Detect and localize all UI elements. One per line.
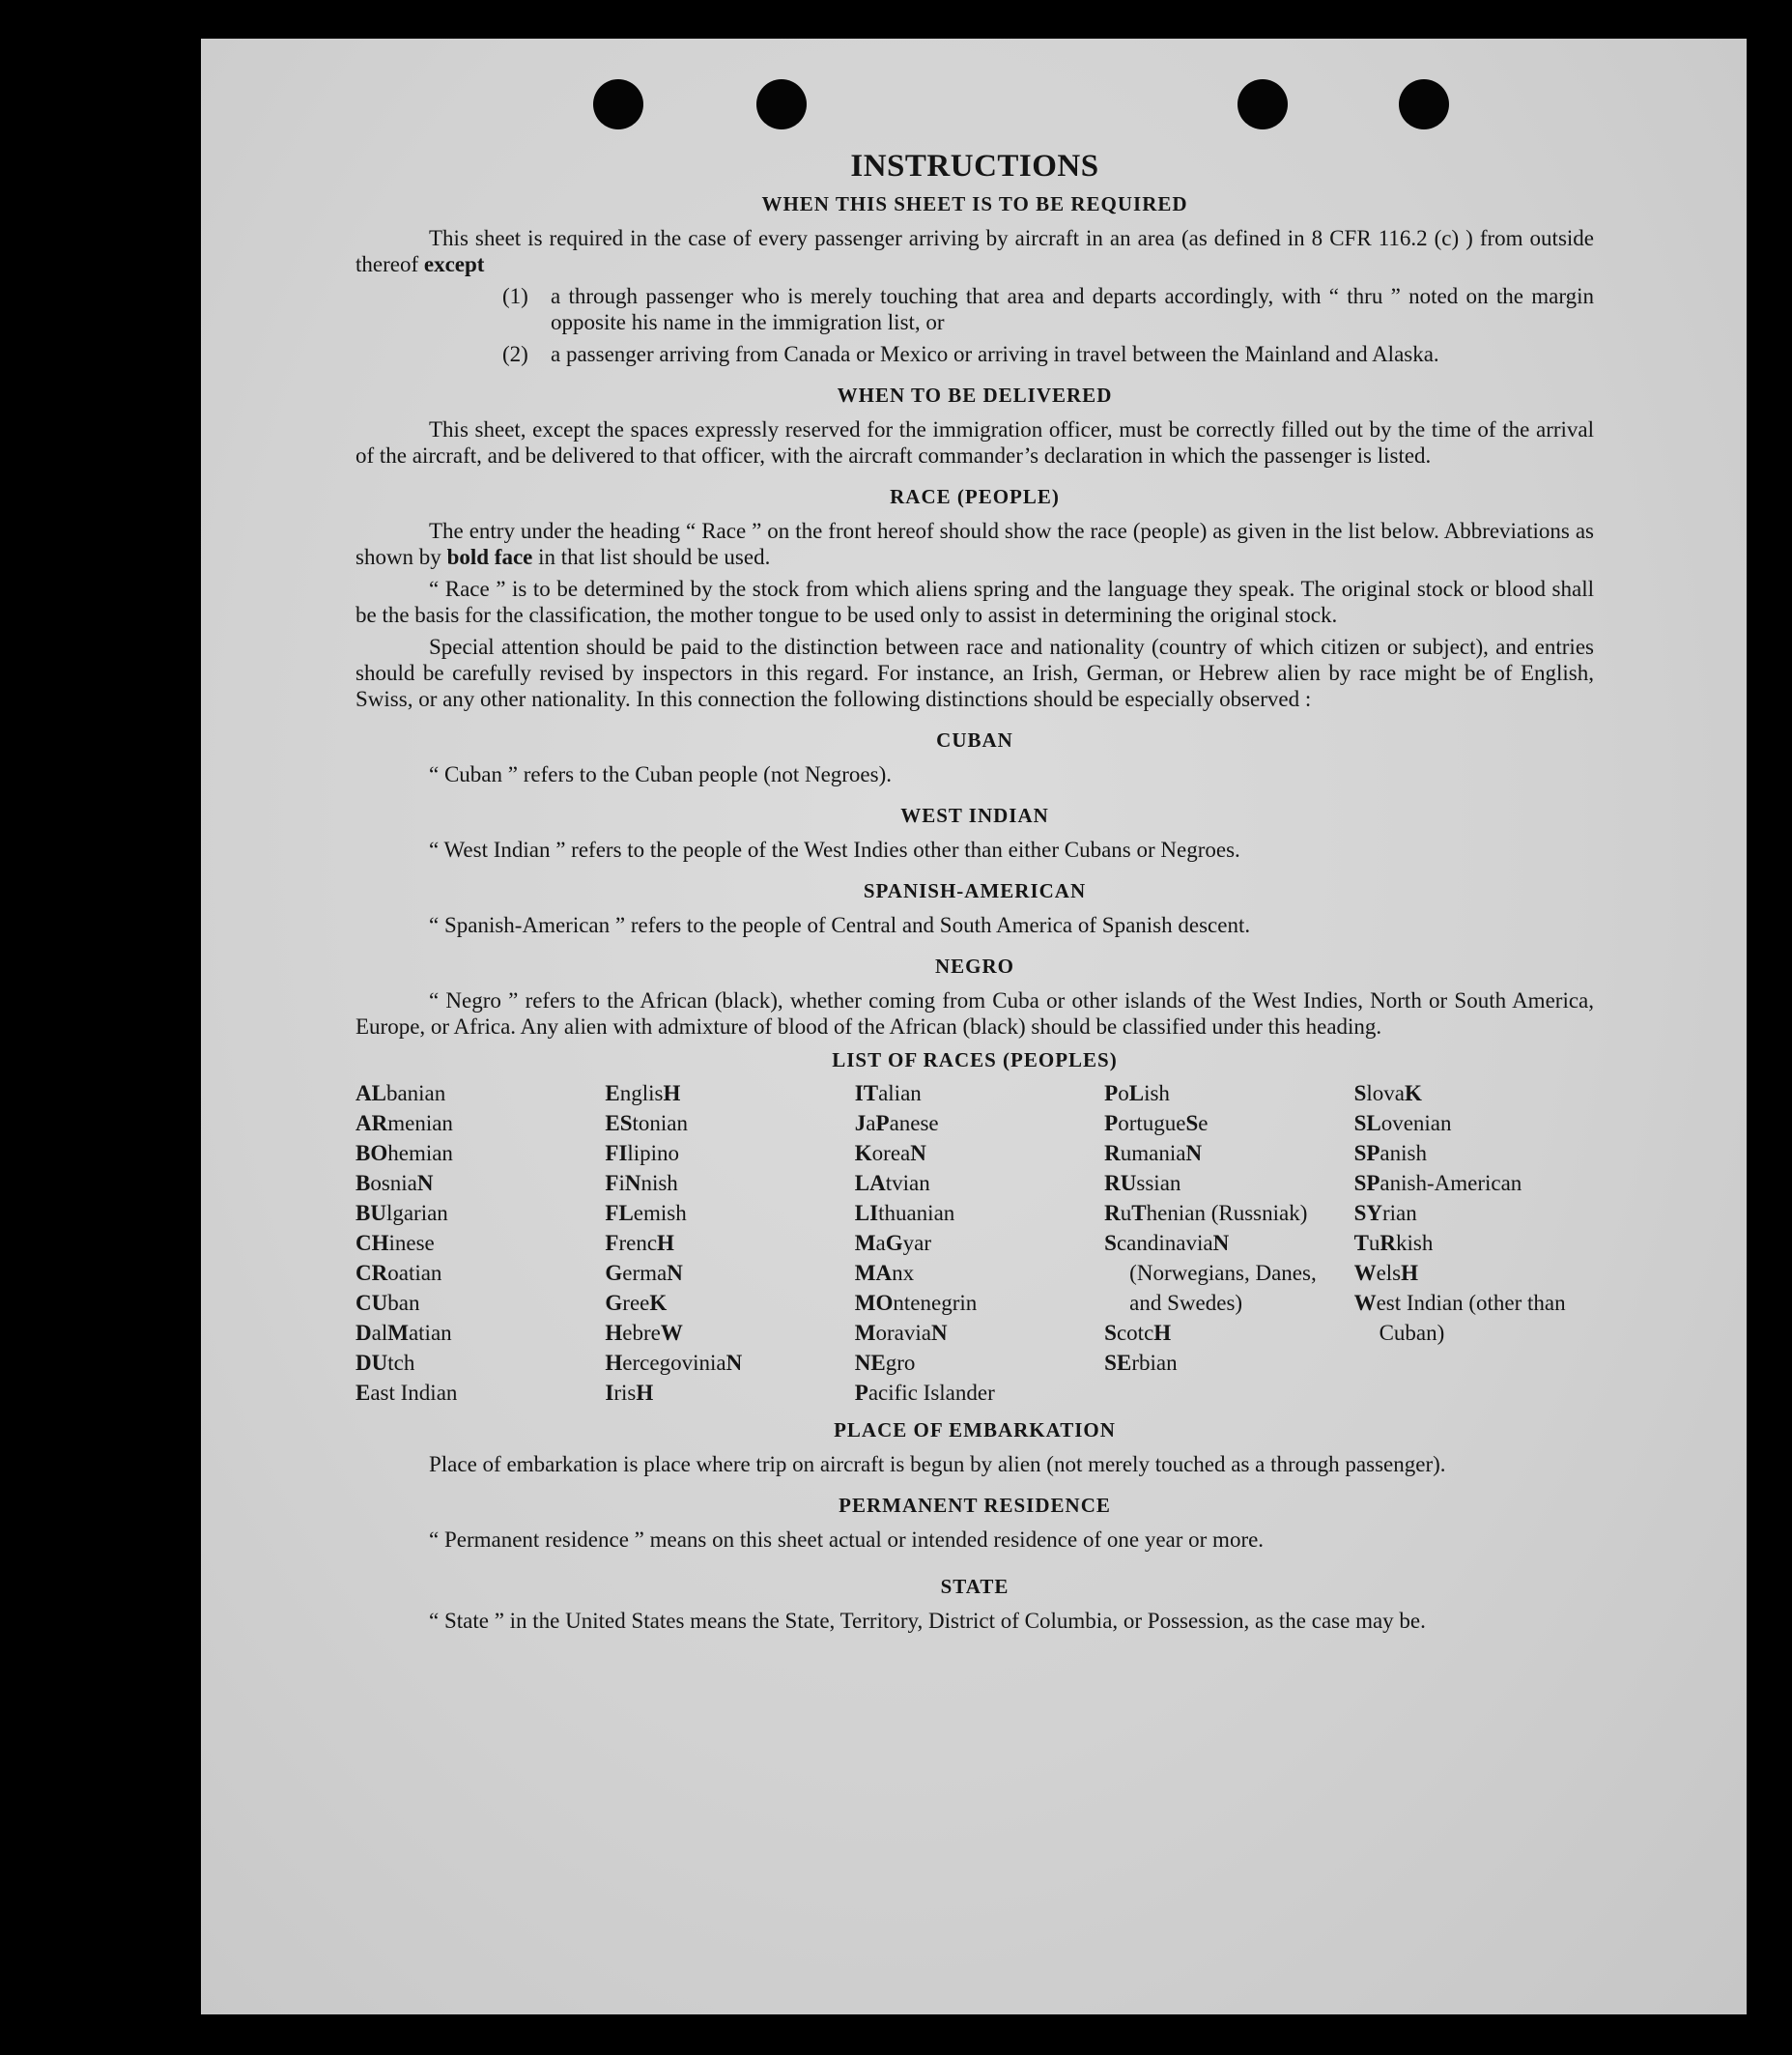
race-abbreviation: RU: [1104, 1171, 1137, 1195]
race-abbreviation: R: [1380, 1231, 1397, 1255]
race-text: anish: [1380, 1141, 1427, 1165]
race-entry: [1104, 1318, 1353, 1348]
race-text: hemian: [387, 1141, 453, 1165]
race-text: rbian: [1131, 1351, 1178, 1375]
race-text: thuanian: [878, 1201, 955, 1225]
race-text: els: [1376, 1261, 1402, 1285]
race-text: nglis: [619, 1081, 664, 1105]
race-abbreviation: G: [605, 1261, 623, 1285]
race-abbreviation: SP: [1353, 1141, 1380, 1165]
race-abbreviation: S: [1104, 1321, 1117, 1345]
race-text: oatian: [387, 1261, 442, 1285]
race-abbreviation: R: [1104, 1201, 1121, 1225]
required-paragraph: [356, 225, 1594, 277]
race-abbreviation: K: [1404, 1081, 1422, 1105]
race-abbreviation: E: [356, 1381, 371, 1405]
race-entry: [356, 1288, 605, 1318]
races-row: [356, 1078, 1604, 1408]
section-heading-spanish-american: SPANISH-AMERICAN: [863, 879, 1087, 902]
race-text: lipino: [627, 1141, 680, 1165]
race-paragraph-3: Special attention should be paid to the distinction between race and nationality (country of which citizen or subject), and entries should be carefully revised by inspectors in this regard. For instance, an Irish, German, or Hebrew alien by race might be of English, Swiss, or any other nationality. In this connection the following distinctions should be especially observed :: [356, 635, 1594, 711]
race-abbreviation: H: [605, 1351, 623, 1375]
race-abbreviation: T: [1353, 1231, 1369, 1255]
race-text: nx: [892, 1261, 915, 1285]
negro-paragraph: “ Negro ” refers to the African (black), whether coming from Cuba or other islands of the West Indies, North or South America, Europe, or Africa. Any alien with admixture of blood of the African (black) should be classified under this heading.: [356, 988, 1594, 1039]
list-item-number: (2): [502, 342, 528, 366]
race-text: lgarian: [385, 1201, 448, 1225]
race-text: ntenegrin: [893, 1291, 978, 1315]
race-entry: [1104, 1078, 1353, 1108]
race-text: oravia: [875, 1321, 931, 1345]
race-entry: [356, 1318, 605, 1348]
race-text: emish: [633, 1201, 687, 1225]
race-abbreviation: ES: [605, 1111, 633, 1135]
race-entry: [356, 1198, 605, 1228]
race-text: ree: [622, 1291, 650, 1315]
race-text: anish-American: [1380, 1171, 1522, 1195]
race-text: alian: [878, 1081, 922, 1105]
race-abbreviation: M: [854, 1231, 876, 1255]
section-heading-residence: PERMANENT RESIDENCE: [839, 1494, 1111, 1517]
race-entry: [1354, 1078, 1604, 1108]
race-p1-text: The entry under the heading “ Race ” on the front hereof should show the race (people) as given in the list below. Abbreviations as shown by: [356, 519, 1594, 569]
race-entry: [356, 1138, 605, 1168]
race-abbreviation: H: [663, 1081, 681, 1105]
race-text: ortugue: [1118, 1111, 1186, 1135]
punch-hole: [1399, 79, 1449, 129]
race-p1-after: in that list should be used.: [538, 545, 771, 569]
race-entry: [605, 1378, 854, 1408]
race-text: kish: [1396, 1231, 1434, 1255]
race-text: ssian: [1136, 1171, 1181, 1195]
race-abbreviation: W: [660, 1321, 683, 1345]
document-title: INSTRUCTIONS: [850, 149, 1099, 184]
race-text: o: [1118, 1081, 1129, 1105]
embarkation-paragraph: Place of embarkation is place where trip on aircraft is begun by alien (not merely touched as a through passenger).: [429, 1452, 1446, 1476]
race-abbreviation: BU: [356, 1201, 386, 1225]
race-abbreviation: K: [649, 1291, 668, 1315]
race-text: nish: [640, 1171, 678, 1195]
race-text: ercegovinia: [622, 1351, 726, 1375]
punch-hole: [1237, 79, 1288, 129]
race-abbreviation: K: [854, 1141, 872, 1165]
race-text: umania: [1120, 1141, 1186, 1165]
race-abbreviation: SE: [1104, 1351, 1132, 1375]
race-text: ovenian: [1380, 1111, 1452, 1135]
race-abbreviation: P: [854, 1381, 868, 1405]
race-text: cotc: [1116, 1321, 1154, 1345]
section-heading-embarkation: PLACE OF EMBARKATION: [834, 1418, 1116, 1441]
race-text: (Norwegians, Danes, and Swedes): [1129, 1261, 1317, 1315]
race-entry: [605, 1288, 854, 1318]
race-abbreviation: W: [1353, 1291, 1377, 1315]
race-abbreviation: J: [854, 1111, 867, 1135]
race-abbreviation: S: [1353, 1081, 1367, 1105]
race-abbreviation: CU: [356, 1291, 388, 1315]
race-abbreviation: N: [624, 1171, 641, 1195]
list-item-number: (1): [502, 284, 528, 308]
races-table: [356, 1078, 1604, 1408]
race-abbreviation: N: [725, 1351, 743, 1375]
document-sheet: [201, 39, 1747, 2014]
race-text: erma: [622, 1261, 668, 1285]
race-entry: [605, 1168, 854, 1198]
race-abbreviation: G: [605, 1291, 623, 1315]
punch-hole: [593, 79, 643, 129]
race-abbreviation: N: [1185, 1141, 1203, 1165]
race-entry: [356, 1228, 605, 1258]
race-abbreviation: DU: [356, 1351, 388, 1375]
race-entry: [605, 1138, 854, 1168]
race-text: e: [1198, 1111, 1209, 1135]
race-abbreviation: SY: [1353, 1201, 1382, 1225]
race-abbreviation: BO: [356, 1141, 388, 1165]
race-entry: [855, 1348, 1104, 1378]
race-abbreviation: N: [667, 1261, 683, 1285]
race-abbreviation: E: [605, 1081, 620, 1105]
race-abbreviation: F: [605, 1171, 619, 1195]
punch-hole: [756, 79, 807, 129]
section-heading-negro: NEGRO: [934, 955, 1014, 978]
race-abbreviation: W: [1353, 1261, 1377, 1285]
race-abbreviation: SP: [1353, 1171, 1380, 1195]
race-text: acific Islander: [868, 1381, 995, 1405]
race-entry: [855, 1168, 1104, 1198]
race-abbreviation: D: [356, 1321, 372, 1345]
race-entry: [855, 1228, 1104, 1258]
section-heading-race: RACE (PEOPLE): [890, 485, 1060, 508]
spanish-american-paragraph: “ Spanish-American ” refers to the people of Central and South America of Spanish descent.: [429, 913, 1251, 937]
race-abbreviation: H: [657, 1231, 674, 1255]
race-entry: [356, 1258, 605, 1288]
race-abbreviation: LI: [854, 1201, 879, 1225]
race-entry: [605, 1258, 854, 1288]
race-entry: [855, 1258, 1104, 1288]
race-paragraph-2: “ Race ” is to be determined by the stock from which aliens spring and the language they speak. The original stock or blood shall be the basis for the classification, the mother tongue to be used only to assist in determining the original stock.: [356, 577, 1594, 627]
race-abbreviation: B: [356, 1171, 371, 1195]
delivered-paragraph: This sheet, except the spaces expressly reserved for the immigration officer, must be correctly filled out by the time of the arrival of the aircraft, and be delivered to that officer, with the aircraft commander’s declaration in which the passenger is listed.: [356, 417, 1594, 468]
race-abbreviation: SL: [1353, 1111, 1381, 1135]
race-text: henian (Russniak): [1146, 1201, 1308, 1225]
race-text: anese: [889, 1111, 939, 1135]
section-heading-state: STATE: [940, 1575, 1010, 1598]
race-abbreviation: N: [910, 1141, 926, 1165]
race-text: i: [618, 1171, 625, 1195]
race-entry: [855, 1078, 1104, 1108]
race-abbreviation: P: [875, 1111, 890, 1135]
race-abbreviation: MO: [854, 1291, 894, 1315]
race-abbreviation: I: [605, 1381, 614, 1405]
race-abbreviation: M: [854, 1321, 876, 1345]
race-entry: [1354, 1168, 1604, 1198]
race-text: renc: [618, 1231, 658, 1255]
race-abbreviation: H: [636, 1381, 654, 1405]
race-abbreviation: P: [1104, 1081, 1119, 1105]
race-text: ebre: [622, 1321, 661, 1345]
race-entry: [605, 1318, 854, 1348]
race-abbreviation: L: [1128, 1081, 1145, 1105]
race-entry: [605, 1078, 854, 1108]
list-item-text: a through passenger who is merely touching that area and departs accordingly, with “ thru ” noted on the margin opposite his name in the immigration list, or: [551, 284, 1594, 334]
race-abbreviation: MA: [854, 1261, 893, 1285]
races-column: [605, 1078, 854, 1408]
race-text: rian: [1381, 1201, 1417, 1225]
race-entry: [605, 1198, 854, 1228]
race-abbreviation: CH: [356, 1231, 389, 1255]
race-entry: [855, 1288, 1104, 1318]
race-abbreviation: H: [1153, 1321, 1172, 1345]
race-bold-face: bold face: [446, 545, 533, 569]
race-text: banian: [385, 1081, 446, 1105]
required-text: This sheet is required in the case of every passenger arriving by aircraft in an area (as defined in 8 CFR 116.2 (c) ) from outside thereof: [356, 226, 1594, 276]
race-abbreviation: LA: [854, 1171, 886, 1195]
race-text: a: [875, 1231, 886, 1255]
race-entry: [1354, 1108, 1604, 1138]
race-entry: [1104, 1198, 1353, 1228]
race-abbreviation: N: [930, 1321, 948, 1345]
race-text: tonian: [632, 1111, 689, 1135]
race-abbreviation: FL: [605, 1201, 634, 1225]
section-heading-required: WHEN THIS SHEET IS TO BE REQUIRED: [761, 192, 1188, 215]
residence-paragraph: “ Permanent residence ” means on this sheet actual or intended residence of one year or more.: [429, 1527, 1265, 1552]
section-heading-delivered: WHEN TO BE DELIVERED: [837, 384, 1113, 407]
race-entry: [1104, 1348, 1353, 1378]
race-entry: [855, 1108, 1104, 1138]
list-item-text: a passenger arriving from Canada or Mexico or arriving in travel between the Mainland and Alaska.: [551, 342, 1439, 366]
race-text: ish: [1144, 1081, 1170, 1105]
race-text: orea: [871, 1141, 911, 1165]
race-entry: [1104, 1168, 1353, 1198]
race-text: ast Indian: [370, 1381, 458, 1405]
race-text: yar: [902, 1231, 931, 1255]
races-column: [1354, 1078, 1604, 1408]
race-entry: [356, 1168, 605, 1198]
race-text: ban: [387, 1291, 420, 1315]
section-heading-cuban: CUBAN: [936, 728, 1013, 752]
race-entry: [1354, 1228, 1604, 1258]
race-entry: [855, 1378, 1104, 1408]
required-except: except: [423, 252, 485, 276]
race-abbreviation: IT: [854, 1081, 879, 1105]
race-text: est Indian (other than Cuban): [1376, 1291, 1566, 1345]
race-text: inese: [388, 1231, 435, 1255]
list-item: [356, 283, 1594, 335]
section-heading-list-of-races: LIST OF RACES (PEOPLES): [832, 1048, 1118, 1071]
race-text: lova: [1366, 1081, 1405, 1105]
race-text: candinavia: [1116, 1231, 1213, 1255]
race-abbreviation: N: [416, 1171, 434, 1195]
race-entry: [1354, 1258, 1604, 1288]
race-text: u: [1120, 1201, 1132, 1225]
race-text: ris: [613, 1381, 637, 1405]
race-entry: [1104, 1228, 1353, 1318]
race-text: osnia: [370, 1171, 417, 1195]
race-entry: [855, 1198, 1104, 1228]
race-abbreviation: S: [1185, 1111, 1199, 1135]
races-column: [855, 1078, 1104, 1408]
race-abbreviation: NE: [854, 1351, 886, 1375]
race-abbreviation: F: [605, 1231, 619, 1255]
race-text: menian: [387, 1111, 453, 1135]
race-entry: [1104, 1108, 1353, 1138]
section-heading-west-indian: WEST INDIAN: [900, 804, 1049, 827]
race-abbreviation: P: [1104, 1111, 1119, 1135]
race-paragraph-1: [356, 518, 1594, 570]
race-entry: [855, 1318, 1104, 1348]
race-entry: [1354, 1288, 1604, 1348]
race-abbreviation: T: [1131, 1201, 1147, 1225]
list-item: [356, 341, 1594, 367]
state-paragraph: “ State ” in the United States means the State, Territory, District of Columbia, or Possession, as the case may be.: [429, 1609, 1426, 1633]
race-text: atian: [408, 1321, 452, 1345]
races-column: [1104, 1078, 1353, 1408]
race-entry: [1104, 1138, 1353, 1168]
race-entry: [1354, 1198, 1604, 1228]
race-entry: [356, 1348, 605, 1378]
race-abbreviation: H: [605, 1321, 623, 1345]
races-column: [356, 1078, 605, 1408]
document-content: [356, 147, 1594, 1640]
race-text: al: [371, 1321, 388, 1345]
race-entry: [605, 1348, 854, 1378]
race-abbreviation: AR: [356, 1111, 388, 1135]
race-text: u: [1368, 1231, 1380, 1255]
race-entry: [605, 1108, 854, 1138]
race-entry: [855, 1138, 1104, 1168]
race-text: gro: [885, 1351, 916, 1375]
race-abbreviation: G: [885, 1231, 903, 1255]
race-abbreviation: CR: [356, 1261, 388, 1285]
race-entry: [356, 1108, 605, 1138]
race-abbreviation: M: [387, 1321, 409, 1345]
race-abbreviation: H: [1401, 1261, 1419, 1285]
race-abbreviation: N: [1212, 1231, 1230, 1255]
race-abbreviation: R: [1104, 1141, 1121, 1165]
race-abbreviation: AL: [356, 1081, 386, 1105]
race-text: tvian: [885, 1171, 930, 1195]
race-text: a: [866, 1111, 876, 1135]
race-entry: [605, 1228, 854, 1258]
race-abbreviation: S: [1104, 1231, 1117, 1255]
race-abbreviation: FI: [605, 1141, 628, 1165]
race-entry: [356, 1378, 605, 1408]
race-text: tch: [387, 1351, 415, 1375]
cuban-paragraph: “ Cuban ” refers to the Cuban people (not Negroes).: [429, 762, 893, 786]
race-entry: [1354, 1138, 1604, 1168]
west-indian-paragraph: “ West Indian ” refers to the people of the West Indies other than either Cubans or Negroes.: [429, 838, 1240, 862]
race-entry: [356, 1078, 605, 1108]
